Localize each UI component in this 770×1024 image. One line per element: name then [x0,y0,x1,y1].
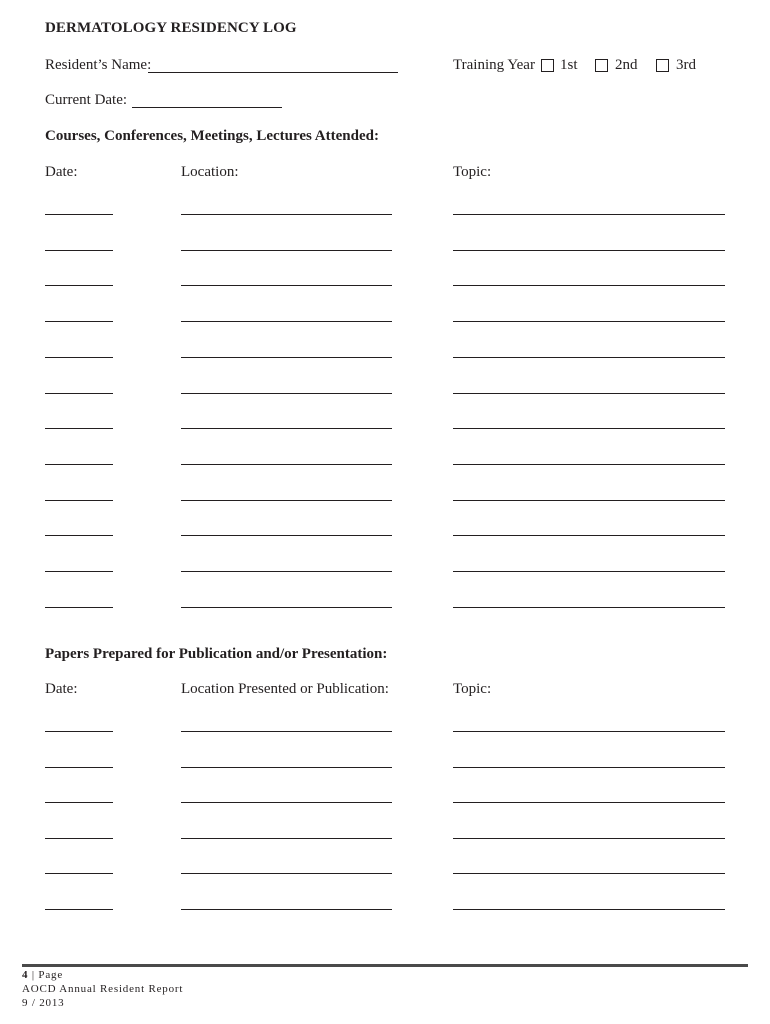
current-date-label: Current Date: [45,92,128,108]
residents-name-field[interactable] [148,72,398,73]
courses-date-field[interactable] [45,214,113,215]
courses-date-field[interactable] [45,357,113,358]
papers-date-field[interactable] [45,838,113,839]
courses-location-field[interactable] [181,357,392,358]
courses-location-field[interactable] [181,428,392,429]
courses-date-field[interactable] [45,571,113,572]
page-title: DERMATOLOGY RESIDENCY LOG [45,20,297,36]
papers-location-field[interactable] [181,909,392,910]
courses-location-header: Location: [181,164,239,180]
training-year-2nd-checkbox[interactable] [595,59,608,72]
courses-topic-field[interactable] [453,214,725,215]
training-year-2nd-label: 2nd [615,57,638,73]
papers-location-field[interactable] [181,731,392,732]
papers-date-field[interactable] [45,802,113,803]
training-year-label: Training Year [453,57,535,73]
papers-topic-field[interactable] [453,873,725,874]
footer-report-name: AOCD Annual Resident Report [22,983,184,995]
courses-date-field[interactable] [45,393,113,394]
courses-location-field[interactable] [181,535,392,536]
papers-location-field[interactable] [181,802,392,803]
papers-topic-field[interactable] [453,767,725,768]
papers-location-field[interactable] [181,838,392,839]
papers-date-field[interactable] [45,731,113,732]
papers-topic-field[interactable] [453,802,725,803]
courses-topic-field[interactable] [453,464,725,465]
courses-date-header: Date: [45,164,78,180]
courses-date-field[interactable] [45,285,113,286]
papers-topic-header: Topic: [453,681,492,697]
papers-topic-field[interactable] [453,838,725,839]
training-year-1st-label: 1st [560,57,578,73]
training-year-3rd-checkbox[interactable] [656,59,669,72]
courses-topic-field[interactable] [453,357,725,358]
footer-date: 9 / 2013 [22,997,65,1009]
courses-topic-field[interactable] [453,607,725,608]
papers-location-field[interactable] [181,767,392,768]
courses-location-field[interactable] [181,464,392,465]
courses-location-field[interactable] [181,571,392,572]
courses-location-field[interactable] [181,500,392,501]
residents-name-label: Resident’s Name: [45,57,152,73]
papers-date-header: Date: [45,681,78,697]
courses-location-field[interactable] [181,607,392,608]
courses-topic-field[interactable] [453,321,725,322]
courses-topic-field[interactable] [453,285,725,286]
papers-topic-field[interactable] [453,731,725,732]
footer-page-number: 4 [22,969,29,981]
courses-topic-field[interactable] [453,250,725,251]
courses-location-field[interactable] [181,321,392,322]
courses-topic-field[interactable] [453,500,725,501]
courses-date-field[interactable] [45,500,113,501]
courses-topic-field[interactable] [453,535,725,536]
courses-date-field[interactable] [45,535,113,536]
courses-topic-header: Topic: [453,164,492,180]
courses-heading: Courses, Conferences, Meetings, Lectures Attended: [45,128,379,144]
papers-location-field[interactable] [181,873,392,874]
courses-location-field[interactable] [181,393,392,394]
courses-topic-field[interactable] [453,428,725,429]
courses-date-field[interactable] [45,464,113,465]
papers-heading: Papers Prepared for Publication and/or Presentation: [45,646,388,662]
courses-location-field[interactable] [181,250,392,251]
papers-date-field[interactable] [45,873,113,874]
papers-topic-field[interactable] [453,909,725,910]
papers-date-field[interactable] [45,909,113,910]
footer-page [22,969,63,981]
courses-date-field[interactable] [45,607,113,608]
footer-page-label: | Page [31,969,64,981]
courses-location-field[interactable] [181,214,392,215]
courses-topic-field[interactable] [453,393,725,394]
courses-date-field[interactable] [45,428,113,429]
courses-topic-field[interactable] [453,571,725,572]
courses-date-field[interactable] [45,250,113,251]
training-year-3rd-label: 3rd [676,57,696,73]
courses-location-field[interactable] [181,285,392,286]
papers-location-header: Location Presented or Publication: [181,681,389,697]
training-year-1st-checkbox[interactable] [541,59,554,72]
papers-date-field[interactable] [45,767,113,768]
current-date-field[interactable] [132,107,282,108]
courses-date-field[interactable] [45,321,113,322]
footer-rule [22,964,748,967]
